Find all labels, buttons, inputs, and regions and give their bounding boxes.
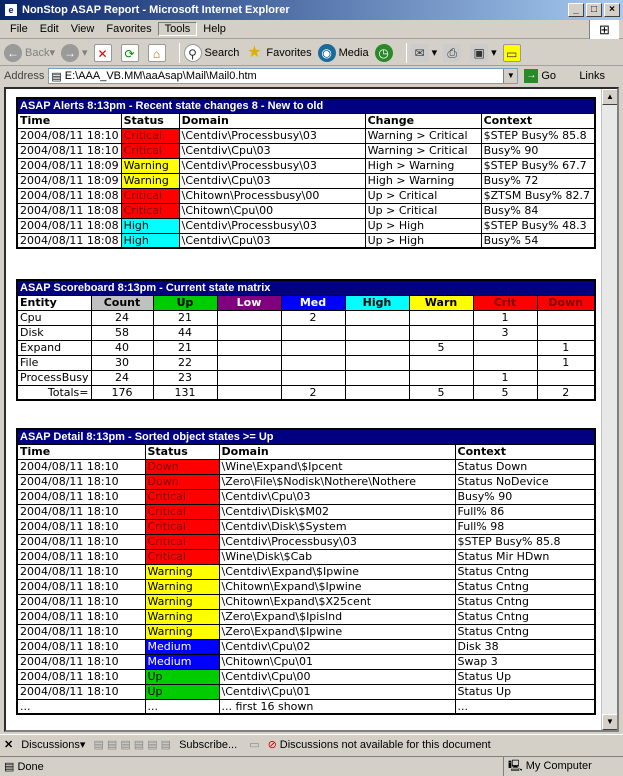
discussion-pane-icon[interactable]: ▭ xyxy=(249,739,260,751)
context-cell: Disk 38 xyxy=(455,639,595,654)
history-button[interactable] xyxy=(375,44,396,62)
page-content xyxy=(4,87,619,732)
context-cell: Busy% 54 xyxy=(481,233,595,248)
time-cell: 2004/08/11 18:08 xyxy=(17,233,121,248)
time-cell: 2004/08/11 18:10 xyxy=(17,624,145,639)
count-cell xyxy=(281,370,345,385)
minimize-button[interactable]: _ xyxy=(568,3,584,17)
domain-cell: ... first 16 shown xyxy=(219,699,455,714)
time-cell: 2004/08/11 18:10 xyxy=(17,489,145,504)
title-bar xyxy=(0,0,623,20)
count-cell xyxy=(409,370,473,385)
count-cell xyxy=(281,325,345,340)
star-icon: ★ xyxy=(247,43,262,61)
table-row xyxy=(17,218,595,233)
count-cell: 3 xyxy=(473,325,537,340)
table-row xyxy=(17,233,595,248)
detail-header: Domain xyxy=(219,444,455,459)
go-button[interactable]: → Go xyxy=(526,70,557,82)
domain-cell: \Centdiv\Processbusy\03 xyxy=(179,128,365,143)
alerts-header: Change xyxy=(365,113,481,128)
domain-cell: \Centdiv\Expand\$Ipwine xyxy=(219,564,455,579)
table-row xyxy=(17,385,595,400)
context-cell: Swap 3 xyxy=(455,654,595,669)
mail-icon: ✉ xyxy=(411,44,429,62)
count-cell xyxy=(409,310,473,325)
count-cell: 2 xyxy=(281,385,345,400)
links-button[interactable]: Links xyxy=(579,70,605,82)
count-cell xyxy=(217,385,281,400)
menu-file[interactable]: File xyxy=(10,23,28,35)
stop-icon: ✕ xyxy=(94,44,112,62)
count-cell xyxy=(345,325,409,340)
count-cell xyxy=(345,310,409,325)
count-cell: 2 xyxy=(281,310,345,325)
home-button[interactable] xyxy=(148,44,169,62)
time-cell: 2004/08/11 18:10 xyxy=(17,609,145,624)
forward-arrow-icon: → xyxy=(61,44,79,62)
status-cell: Up xyxy=(145,669,219,684)
count-cell xyxy=(409,355,473,370)
table-row xyxy=(17,699,595,714)
context-cell: Full% 86 xyxy=(455,504,595,519)
context-cell: Busy% 90 xyxy=(481,143,595,158)
count-cell xyxy=(537,310,595,325)
context-cell: Status Cntng xyxy=(455,609,595,624)
domain-cell: \Centdiv\Cpu\03 xyxy=(219,489,455,504)
status-cell: Warning xyxy=(121,173,179,188)
time-cell: 2004/08/11 18:10 xyxy=(17,654,145,669)
media-icon: ◉ xyxy=(318,44,336,62)
time-cell: 2004/08/11 18:10 xyxy=(17,143,121,158)
context-cell: Status Mir HDwn xyxy=(455,549,595,564)
address-dropdown-icon[interactable]: ▼ xyxy=(503,69,517,83)
count-cell xyxy=(473,355,537,370)
table-row xyxy=(17,325,595,340)
count-cell xyxy=(537,325,595,340)
domain-cell: \Chitown\Cpu\01 xyxy=(219,654,455,669)
context-cell: $ZTSM Busy% 82.7 xyxy=(481,188,595,203)
time-cell: 2004/08/11 18:10 xyxy=(17,128,121,143)
scoreboard-header: Down xyxy=(537,295,595,310)
table-row xyxy=(17,128,595,143)
domain-cell: \Wine\Disk\$Cab xyxy=(219,549,455,564)
status-cell: Warning xyxy=(145,624,219,639)
time-cell: 2004/08/11 18:08 xyxy=(17,218,121,233)
change-cell: Up > High xyxy=(365,218,481,233)
scoreboard-header: Crit xyxy=(473,295,537,310)
count-cell xyxy=(217,340,281,355)
time-cell: 2004/08/11 18:10 xyxy=(17,684,145,699)
alerts-header: Domain xyxy=(179,113,365,128)
menu-bar xyxy=(0,20,623,39)
domain-cell: \Centdiv\Processbusy\03 xyxy=(219,534,455,549)
address-input[interactable] xyxy=(48,68,518,84)
time-cell: 2004/08/11 18:10 xyxy=(17,669,145,684)
context-cell: $STEP Busy% 85.8 xyxy=(481,128,595,143)
computer-icon: 🖳 xyxy=(508,759,526,772)
domain-cell: \Centdiv\Processbusy\03 xyxy=(179,218,365,233)
count-cell: 2 xyxy=(537,385,595,400)
table-row xyxy=(17,188,595,203)
subscribe-button[interactable]: Subscribe... xyxy=(179,738,238,751)
domain-cell: \Chitown\Expand\$X25cent xyxy=(219,594,455,609)
domain-cell: \Centdiv\Disk\$System xyxy=(219,519,455,534)
table-row xyxy=(17,549,595,564)
entity-cell: File xyxy=(17,355,91,370)
status-cell: Critical xyxy=(145,534,219,549)
domain-cell: \Zero\Expand\$Ipislnd xyxy=(219,609,455,624)
count-cell xyxy=(281,355,345,370)
detail-header: Status xyxy=(145,444,219,459)
count-cell: 22 xyxy=(153,355,217,370)
time-cell: 2004/08/11 18:08 xyxy=(17,203,121,218)
domain-cell: \Chitown\Expand\$Ipwine xyxy=(219,579,455,594)
context-cell: ... xyxy=(455,699,595,714)
status-cell: Critical xyxy=(121,203,179,218)
count-cell xyxy=(473,340,537,355)
time-cell: 2004/08/11 18:09 xyxy=(17,173,121,188)
count-cell: 5 xyxy=(409,340,473,355)
count-cell: 44 xyxy=(153,325,217,340)
count-cell xyxy=(345,355,409,370)
scoreboard-table xyxy=(16,279,596,401)
count-cell: 58 xyxy=(91,325,153,340)
status-cell: Medium xyxy=(145,654,219,669)
table-row xyxy=(17,519,595,534)
status-cell: High xyxy=(121,233,179,248)
domain-cell: \Chitown\Processbusy\00 xyxy=(179,188,365,203)
detail-table xyxy=(16,428,596,715)
back-arrow-icon: ← xyxy=(4,44,22,62)
stop-button[interactable] xyxy=(94,44,115,62)
detail-header: Context xyxy=(455,444,595,459)
status-cell: Warning xyxy=(145,609,219,624)
count-cell xyxy=(217,355,281,370)
search-icon: ⚲ xyxy=(184,44,202,62)
status-cell: Critical xyxy=(145,504,219,519)
refresh-button[interactable] xyxy=(121,44,142,62)
table-row xyxy=(17,504,595,519)
scoreboard-header: Low xyxy=(217,295,281,310)
alerts-header: Time xyxy=(17,113,121,128)
time-cell: 2004/08/11 18:10 xyxy=(17,459,145,474)
change-cell: Up > Critical xyxy=(365,203,481,218)
table-row xyxy=(17,654,595,669)
status-text: ▤ Done xyxy=(4,760,44,773)
count-cell: 1 xyxy=(537,340,595,355)
discussions-bar: ✕ Discussions ▾ ▤ ▤ ▤ ▤ ▤ ▤ Subscribe... ▭ ⊘ Discussions not available for this document xyxy=(0,734,623,754)
count-cell: 1 xyxy=(473,310,537,325)
context-cell: Status Up xyxy=(455,669,595,684)
scroll-up-icon[interactable]: ▲ xyxy=(602,89,618,105)
domain-cell: \Centdiv\Cpu\02 xyxy=(219,639,455,654)
status-cell: Warning xyxy=(145,564,219,579)
scoreboard-header: Warn xyxy=(409,295,473,310)
count-cell: 24 xyxy=(91,310,153,325)
count-cell: 24 xyxy=(91,370,153,385)
favorites-button[interactable]: ★ Favorites xyxy=(247,43,312,61)
table-row xyxy=(17,355,595,370)
time-cell: ... xyxy=(17,699,145,714)
status-cell: Critical xyxy=(121,143,179,158)
status-cell: Down xyxy=(145,474,219,489)
print-icon: ⎙ xyxy=(443,44,461,62)
status-cell: High xyxy=(121,218,179,233)
search-button[interactable]: ⚲ Search xyxy=(184,44,240,62)
history-icon: ◷ xyxy=(375,44,393,62)
count-cell: 131 xyxy=(153,385,217,400)
detail-caption: ASAP Detail 8:13pm - Sorted object states >= Up xyxy=(17,429,595,444)
table-row xyxy=(17,579,595,594)
time-cell: 2004/08/11 18:09 xyxy=(17,158,121,173)
table-row xyxy=(17,340,595,355)
close-button[interactable]: × xyxy=(604,3,620,17)
context-cell: Busy% 90 xyxy=(455,489,595,504)
table-row xyxy=(17,173,595,188)
edit-icon: ▣ xyxy=(470,44,488,62)
domain-cell: \Centdiv\Cpu\00 xyxy=(219,669,455,684)
status-cell: Down xyxy=(145,459,219,474)
status-cell: Warning xyxy=(145,579,219,594)
context-cell: $STEP Busy% 85.8 xyxy=(455,534,595,549)
status-cell: Critical xyxy=(145,519,219,534)
count-cell xyxy=(217,370,281,385)
entity-cell: Expand xyxy=(17,340,91,355)
no-entry-icon: ⊘ xyxy=(267,739,277,751)
count-cell xyxy=(217,325,281,340)
count-cell: 176 xyxy=(91,385,153,400)
status-cell: Critical xyxy=(121,128,179,143)
entity-cell: Disk xyxy=(17,325,91,340)
menu-edit[interactable]: Edit xyxy=(39,23,59,35)
menu-view[interactable]: View xyxy=(70,23,95,35)
table-row xyxy=(17,489,595,504)
table-row xyxy=(17,534,595,549)
table-row xyxy=(17,609,595,624)
time-cell: 2004/08/11 18:10 xyxy=(17,474,145,489)
vertical-scrollbar[interactable] xyxy=(601,89,617,730)
count-cell xyxy=(537,370,595,385)
alerts-header: Context xyxy=(481,113,595,128)
domain-cell: \Centdiv\Cpu\03 xyxy=(179,143,365,158)
time-cell: 2004/08/11 18:08 xyxy=(17,188,121,203)
status-cell: Critical xyxy=(145,549,219,564)
edit-button[interactable]: ▣ ▾ xyxy=(470,44,497,62)
change-cell: High > Warning xyxy=(365,158,481,173)
scoreboard-header: Up xyxy=(153,295,217,310)
time-cell: 2004/08/11 18:10 xyxy=(17,594,145,609)
forward-button[interactable]: → ▾ xyxy=(61,44,88,62)
scoreboard-header: High xyxy=(345,295,409,310)
time-cell: 2004/08/11 18:10 xyxy=(17,639,145,654)
context-cell: $STEP Busy% 67.7 xyxy=(481,158,595,173)
time-cell: 2004/08/11 18:10 xyxy=(17,534,145,549)
table-row xyxy=(17,594,595,609)
count-cell: 30 xyxy=(91,355,153,370)
context-cell: Status Cntng xyxy=(455,624,595,639)
table-row xyxy=(17,459,595,474)
count-cell: 40 xyxy=(91,340,153,355)
context-cell: Status Down xyxy=(455,459,595,474)
address-bar xyxy=(0,66,623,86)
entity-cell: ProcessBusy xyxy=(17,370,91,385)
time-cell: 2004/08/11 18:10 xyxy=(17,519,145,534)
status-cell: Up xyxy=(145,684,219,699)
table-row xyxy=(17,203,595,218)
alerts-header: Status xyxy=(121,113,179,128)
count-cell xyxy=(345,370,409,385)
count-cell xyxy=(409,325,473,340)
window-title: NonStop ASAP Report - Microsoft Internet Explorer xyxy=(22,4,290,16)
change-cell: High > Warning xyxy=(365,173,481,188)
table-row xyxy=(17,564,595,579)
mail-button[interactable]: ✉ ▾ xyxy=(411,44,438,62)
print-button[interactable] xyxy=(443,44,464,62)
security-zone: 🖳 My Computer xyxy=(503,757,623,776)
discussions-note: Discussions not available for this document xyxy=(279,738,491,751)
table-row xyxy=(17,624,595,639)
domain-cell: \Centdiv\Cpu\03 xyxy=(179,173,365,188)
domain-cell: \Centdiv\Cpu\03 xyxy=(179,233,365,248)
status-cell: Warning xyxy=(121,158,179,173)
toolbar xyxy=(0,40,623,66)
domain-cell: \Centdiv\Disk\$M02 xyxy=(219,504,455,519)
go-arrow-icon: → xyxy=(526,70,537,81)
context-cell: Full% 98 xyxy=(455,519,595,534)
table-row xyxy=(17,310,595,325)
count-cell xyxy=(345,340,409,355)
status-bar xyxy=(0,756,623,775)
close-discussions-icon[interactable]: ✕ xyxy=(4,739,14,751)
domain-cell: \Zero\File\$Nodisk\Nothere\Nothere xyxy=(219,474,455,489)
media-button[interactable]: ◉ Media xyxy=(318,44,369,62)
domain-cell: \Zero\Expand\$Ipwine xyxy=(219,624,455,639)
scoreboard-header: Med xyxy=(281,295,345,310)
table-row xyxy=(17,639,595,654)
table-row xyxy=(17,669,595,684)
change-cell: Up > High xyxy=(365,233,481,248)
scoreboard-header: Count xyxy=(91,295,153,310)
domain-cell: \Wine\Expand\$Ipcent xyxy=(219,459,455,474)
discussions-button[interactable]: Discussions xyxy=(21,738,80,751)
menu-tools[interactable]: Tools xyxy=(158,22,198,36)
address-value: E:\AAA_VB.MM\aaAsap\Mail\Mail0.htm xyxy=(64,70,257,82)
change-cell: Warning > Critical xyxy=(365,143,481,158)
count-cell: 1 xyxy=(537,355,595,370)
change-cell: Warning > Critical xyxy=(365,128,481,143)
status-cell: Medium xyxy=(145,639,219,654)
address-label: Address xyxy=(4,70,45,82)
detail-header: Time xyxy=(17,444,145,459)
status-cell: Warning xyxy=(145,594,219,609)
count-cell: 1 xyxy=(473,370,537,385)
context-cell: Status Cntng xyxy=(455,564,595,579)
back-button[interactable]: ← Back ▾ xyxy=(4,44,55,62)
note-icon: ▭ xyxy=(503,44,521,62)
count-cell: 21 xyxy=(153,310,217,325)
domain-cell: \Chitown\Cpu\00 xyxy=(179,203,365,218)
count-cell: 21 xyxy=(153,340,217,355)
messenger-button[interactable] xyxy=(503,44,524,62)
context-cell: Status NoDevice xyxy=(455,474,595,489)
alerts-caption: ASAP Alerts 8:13pm - Recent state changes 8 - New to old xyxy=(17,98,595,113)
scoreboard-header: Entity xyxy=(17,295,91,310)
alerts-table xyxy=(16,97,596,249)
scroll-down-icon[interactable]: ▼ xyxy=(602,714,618,730)
status-cell: Critical xyxy=(145,489,219,504)
table-row xyxy=(17,474,595,489)
count-cell xyxy=(217,310,281,325)
time-cell: 2004/08/11 18:10 xyxy=(17,549,145,564)
page-done-icon: ▤ xyxy=(4,760,18,773)
context-cell: Status Cntng xyxy=(455,594,595,609)
domain-cell: \Centdiv\Cpu\01 xyxy=(219,684,455,699)
change-cell: Up > Critical xyxy=(365,188,481,203)
entity-cell: Totals= xyxy=(17,385,91,400)
status-cell: Critical xyxy=(121,188,179,203)
time-cell: 2004/08/11 18:10 xyxy=(17,564,145,579)
table-row xyxy=(17,370,595,385)
count-cell xyxy=(345,385,409,400)
menu-favorites[interactable]: Favorites xyxy=(106,23,152,35)
home-icon: ⌂ xyxy=(148,44,166,62)
context-cell: Busy% 72 xyxy=(481,173,595,188)
ie-logo-icon: e xyxy=(4,3,18,17)
time-cell: 2004/08/11 18:10 xyxy=(17,504,145,519)
time-cell: 2004/08/11 18:10 xyxy=(17,579,145,594)
context-cell: Busy% 84 xyxy=(481,203,595,218)
table-row xyxy=(17,143,595,158)
table-row xyxy=(17,158,595,173)
scoreboard-caption: ASAP Scoreboard 8:13pm - Current state matrix xyxy=(17,280,595,295)
domain-cell: \Centdiv\Processbusy\03 xyxy=(179,158,365,173)
context-cell: $STEP Busy% 48.3 xyxy=(481,218,595,233)
status-cell: ... xyxy=(145,699,219,714)
count-cell: 23 xyxy=(153,370,217,385)
count-cell: 5 xyxy=(473,385,537,400)
refresh-icon: ⟳ xyxy=(121,44,139,62)
entity-cell: Cpu xyxy=(17,310,91,325)
windows-logo-icon: ⊞ xyxy=(589,20,619,39)
context-cell: Status Cntng xyxy=(455,579,595,594)
table-row xyxy=(17,684,595,699)
count-cell xyxy=(281,340,345,355)
context-cell: Status Up xyxy=(455,684,595,699)
count-cell: 5 xyxy=(409,385,473,400)
discussion-tools-icon[interactable]: ▤ ▤ ▤ ▤ ▤ ▤ xyxy=(93,739,172,751)
menu-help[interactable]: Help xyxy=(203,23,226,35)
page-icon: ▤ xyxy=(51,70,62,83)
maximize-button[interactable]: □ xyxy=(586,3,602,17)
